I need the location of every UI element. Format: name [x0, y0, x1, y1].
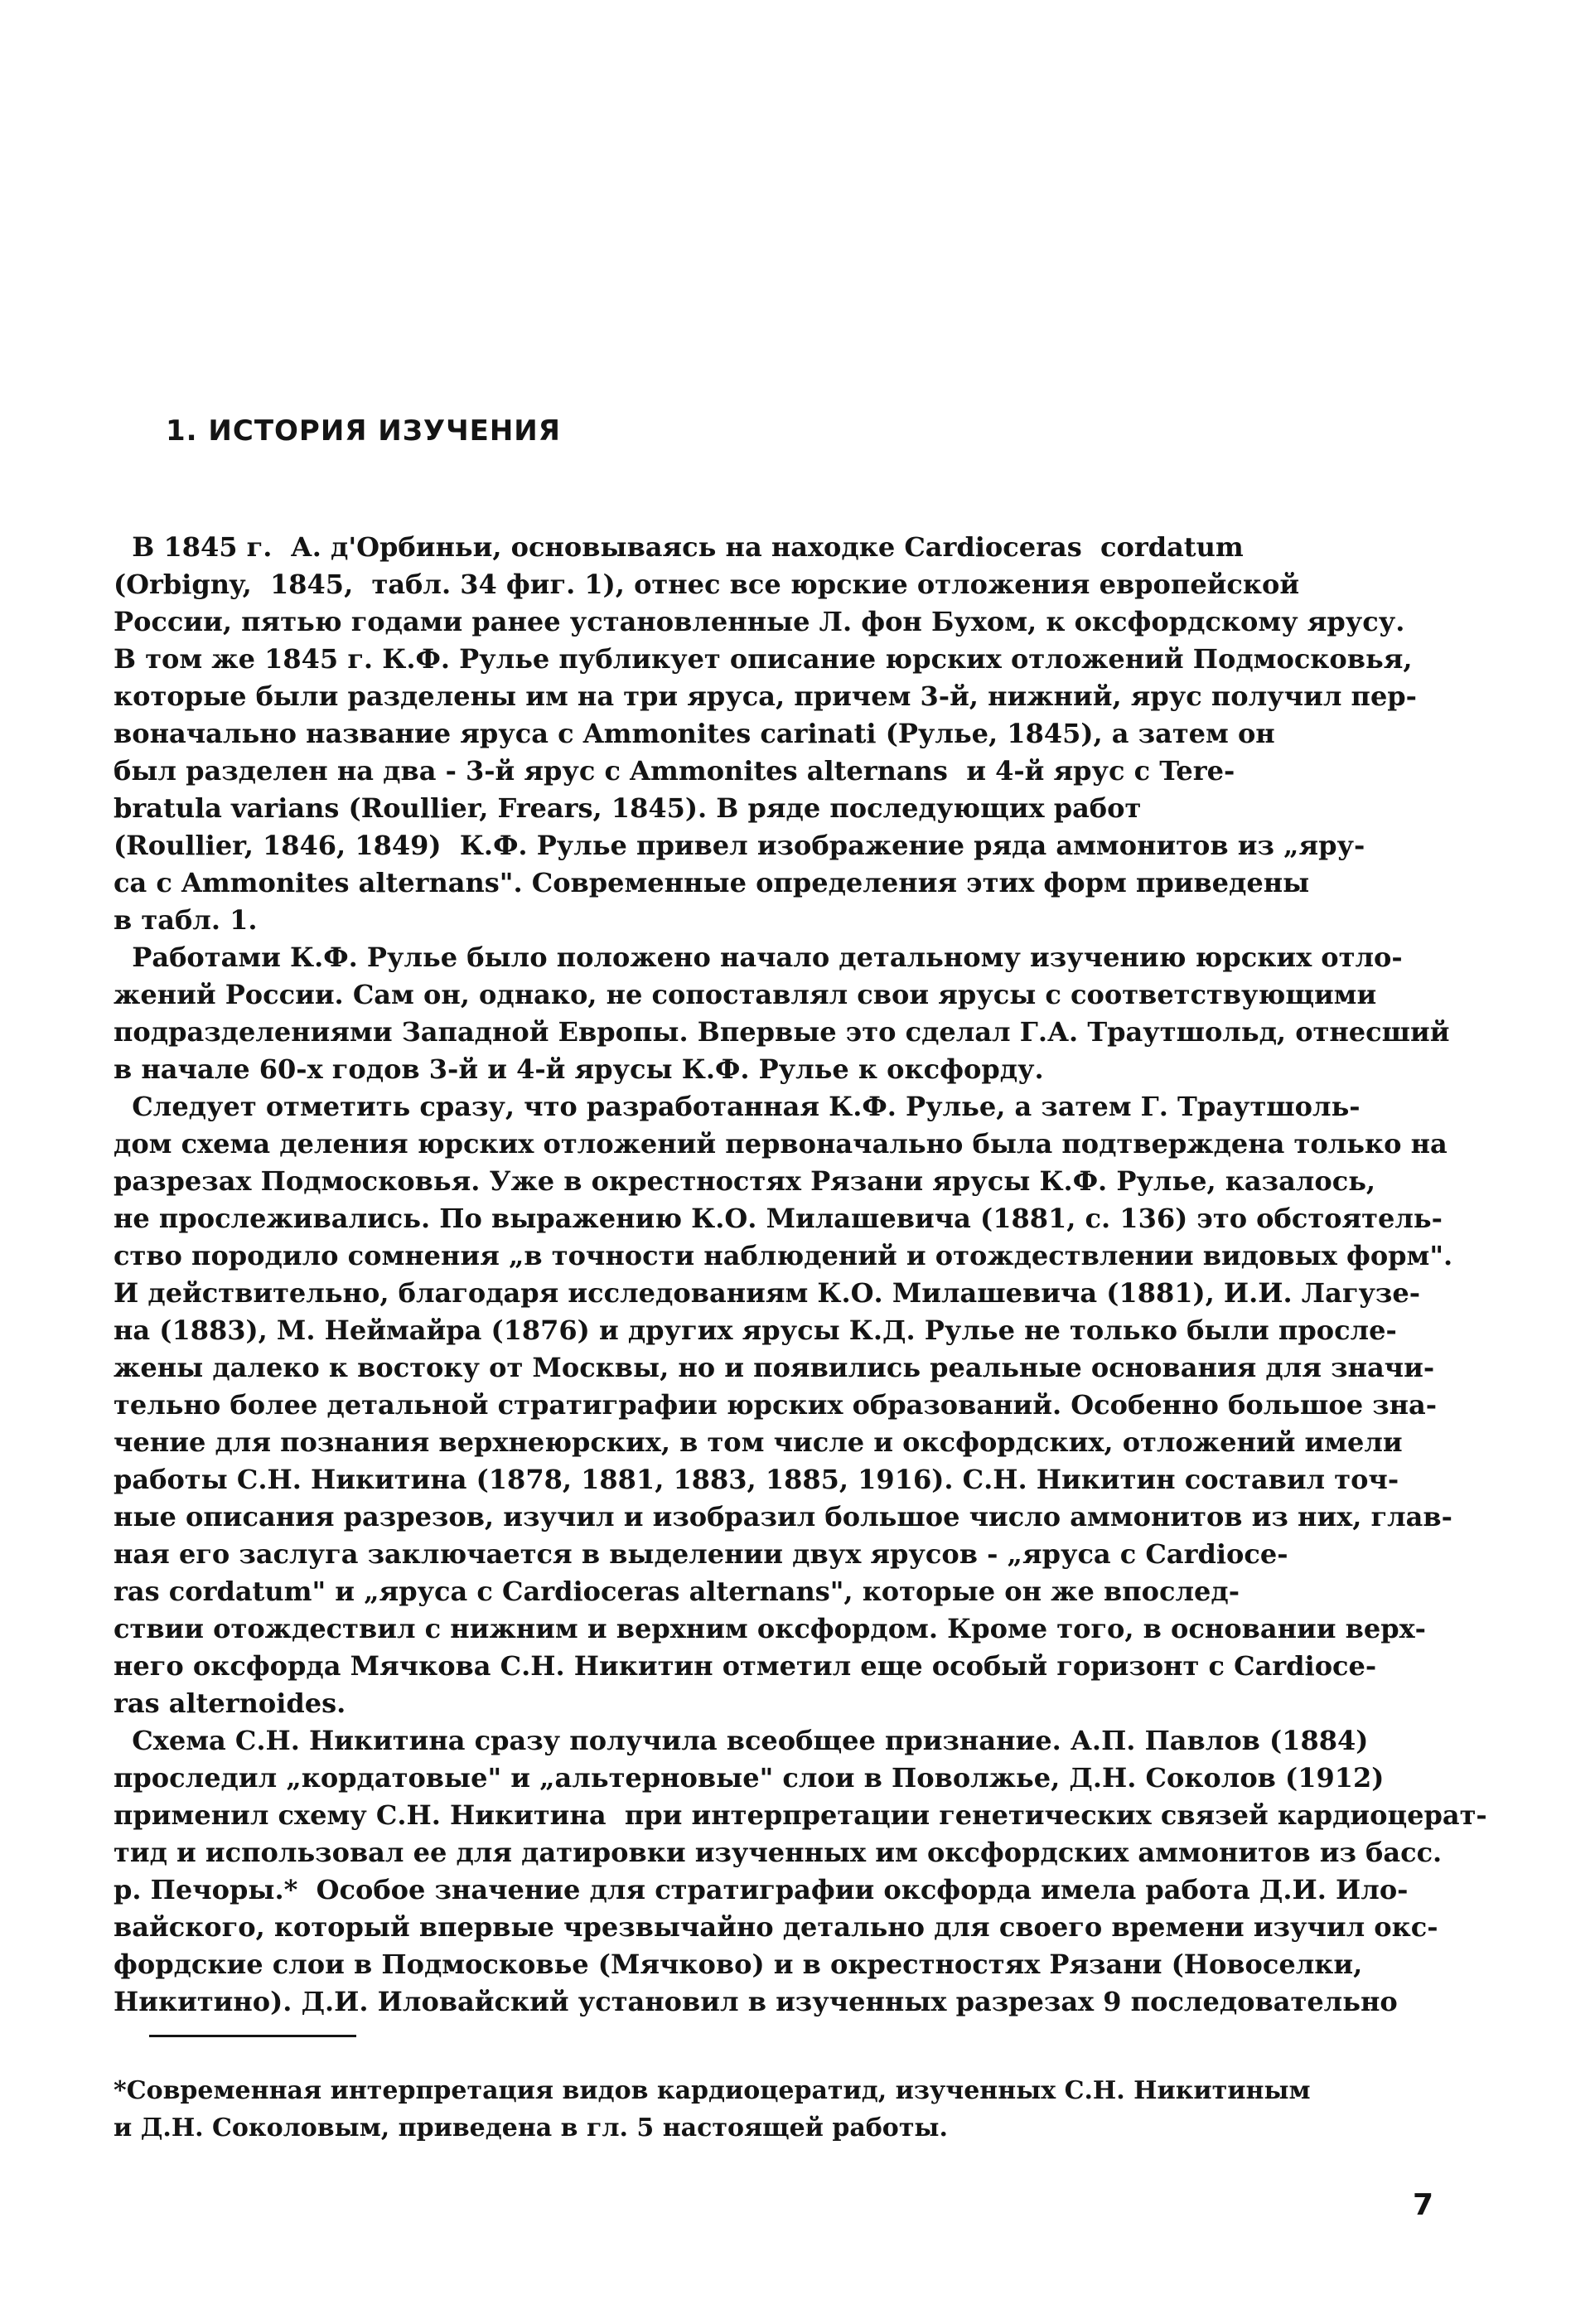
text-line: В 1845 г. А. д'Орбиньи, основываясь на находке Cardioceras cordatum — [114, 531, 1244, 563]
text-line: Схема С.Н. Никитина сразу получила всеобщее признание. А.П. Павлов (1884) — [114, 1725, 1369, 1756]
text-line: Никитино). Д.И. Иловайский установил в изученных разрезах 9 последовательно — [114, 1986, 1398, 2017]
text-line: В том же 1845 г. К.Ф. Рулье публикует описание юрских отложений Подмосковья, — [114, 643, 1413, 675]
text-line: ras cordatum" и „яруса с Cardioceras alternans", которые он же впослед- — [114, 1576, 1240, 1607]
text-line: подразделениями Западной Европы. Впервые это сделал Г.А. Траутшольд, отнесший — [114, 1016, 1450, 1048]
text-line: в табл. 1. — [114, 904, 258, 936]
text-line: Следует отметить сразу, что разработанная К.Ф. Рулье, а затем Г. Траутшоль- — [114, 1091, 1361, 1122]
text-line: ство породило сомнения „в точности наблюдений и отождествлении видовых форм". — [114, 1240, 1453, 1271]
text-line: са с Ammonites alternans". Современные определения этих форм приведены — [114, 867, 1310, 898]
text-line: дом схема деления юрских отложений первоначально была подтверждена только на — [114, 1128, 1448, 1160]
text-line: И действительно, благодаря исследованиям К.О. Милашевича (1881), И.И. Лагузе- — [114, 1277, 1420, 1309]
footnote-line: и Д.Н. Соколовым, приведена в гл. 5 настоящей работы. — [114, 2113, 948, 2142]
text-line: которые были разделены им на три яруса, причем 3-й, нижний, ярус получил пер- — [114, 680, 1417, 712]
page-number: 7 — [1413, 2188, 1434, 2222]
text-line: ная его заслуга заключается в выделении двух ярусов - „яруса с Cardioce- — [114, 1538, 1288, 1570]
text-line: (Roullier, 1846, 1849) К.Ф. Рулье привел изображение ряда аммонитов из „яру- — [114, 830, 1365, 861]
text-line: р. Печоры.* Особое значение для стратиграфии оксфорда имела работа Д.И. Ило- — [114, 1874, 1409, 1905]
text-line: жены далеко к востоку от Москвы, но и появились реальные основания для значи- — [114, 1352, 1435, 1383]
text-line: Работами К.Ф. Рулье было положено начало детальному изучению юрских отло- — [114, 942, 1403, 973]
section-heading: 1. ИСТОРИЯ ИЗУЧЕНИЯ — [166, 414, 561, 448]
text-line: тельно более детальной стратиграфии юрских образований. Особенно большое зна- — [114, 1389, 1438, 1421]
text-line: вайского, который впервые чрезвычайно детально для своего времени изучил окс- — [114, 1911, 1438, 1943]
text-line: на (1883), М. Неймайра (1876) и других ярусы К.Д. Рулье не только были просле- — [114, 1315, 1397, 1346]
footnote-line: *Современная интерпретация видов кардиоцератид, изученных С.Н. Никитиным — [114, 2076, 1311, 2105]
text-line: (Orbigny, 1845, табл. 34 фиг. 1), отнес все юрские отложения европейской — [114, 569, 1300, 600]
text-line: ствии отождествил с нижним и верхним оксфордом. Кроме того, в основании верх- — [114, 1613, 1426, 1644]
text-line: тид и использовал ее для датировки изученных им оксфордских аммонитов из басс. — [114, 1837, 1443, 1868]
text-line: жений России. Сам он, однако, не сопоставлял свои ярусы с соответствующими — [114, 979, 1377, 1010]
text-line: ras alternoides. — [114, 1687, 346, 1719]
text-line: фордские слои в Подмосковье (Мячково) и в окрестностях Рязани (Новоселки, — [114, 1949, 1363, 1980]
text-line: России, пятью годами ранее установленные Л. фон Бухом, к оксфордскому ярусу. — [114, 606, 1405, 637]
text-line: bratula varians (Roullier, Frears, 1845). В ряде последующих работ — [114, 792, 1142, 824]
text-line: ные описания разрезов, изучил и изобразил большое число аммонитов из них, глав- — [114, 1501, 1452, 1532]
footnote-divider — [149, 2035, 356, 2037]
text-line: него оксфорда Мячкова С.Н. Никитин отметил еще особый горизонт с Cardioce- — [114, 1650, 1377, 1682]
footnote — [114, 2072, 1489, 2147]
text-line: проследил „кордатовые" и „альтерновые" слои в Поволжье, Д.Н. Соколов (1912) — [114, 1762, 1385, 1794]
text-line: работы С.Н. Никитина (1878, 1881, 1883, 1885, 1916). С.Н. Никитин составил точ- — [114, 1464, 1399, 1495]
text-line: чение для познания верхнеюрских, в том числе и оксфордских, отложений имели — [114, 1426, 1403, 1458]
text-line: не прослеживались. По выражению К.О. Милашевича (1881, с. 136) это обстоятель- — [114, 1203, 1443, 1234]
body-text — [114, 529, 1489, 2021]
text-line: разрезах Подмосковья. Уже в окрестностях Рязани ярусы К.Ф. Рулье, казалось, — [114, 1165, 1376, 1197]
text-line: в начале 60-х годов 3-й и 4-й ярусы К.Ф. Рулье к оксфорду. — [114, 1053, 1044, 1085]
text-line: воначально название яруса с Ammonites carinati (Рулье, 1845), а затем он — [114, 718, 1275, 749]
text-line: был разделен на два - 3-й ярус с Ammonites alternans и 4-й ярус с Tere- — [114, 755, 1235, 787]
text-line: применил схему С.Н. Никитина при интерпретации генетических связей кардиоцерат- — [114, 1799, 1487, 1831]
